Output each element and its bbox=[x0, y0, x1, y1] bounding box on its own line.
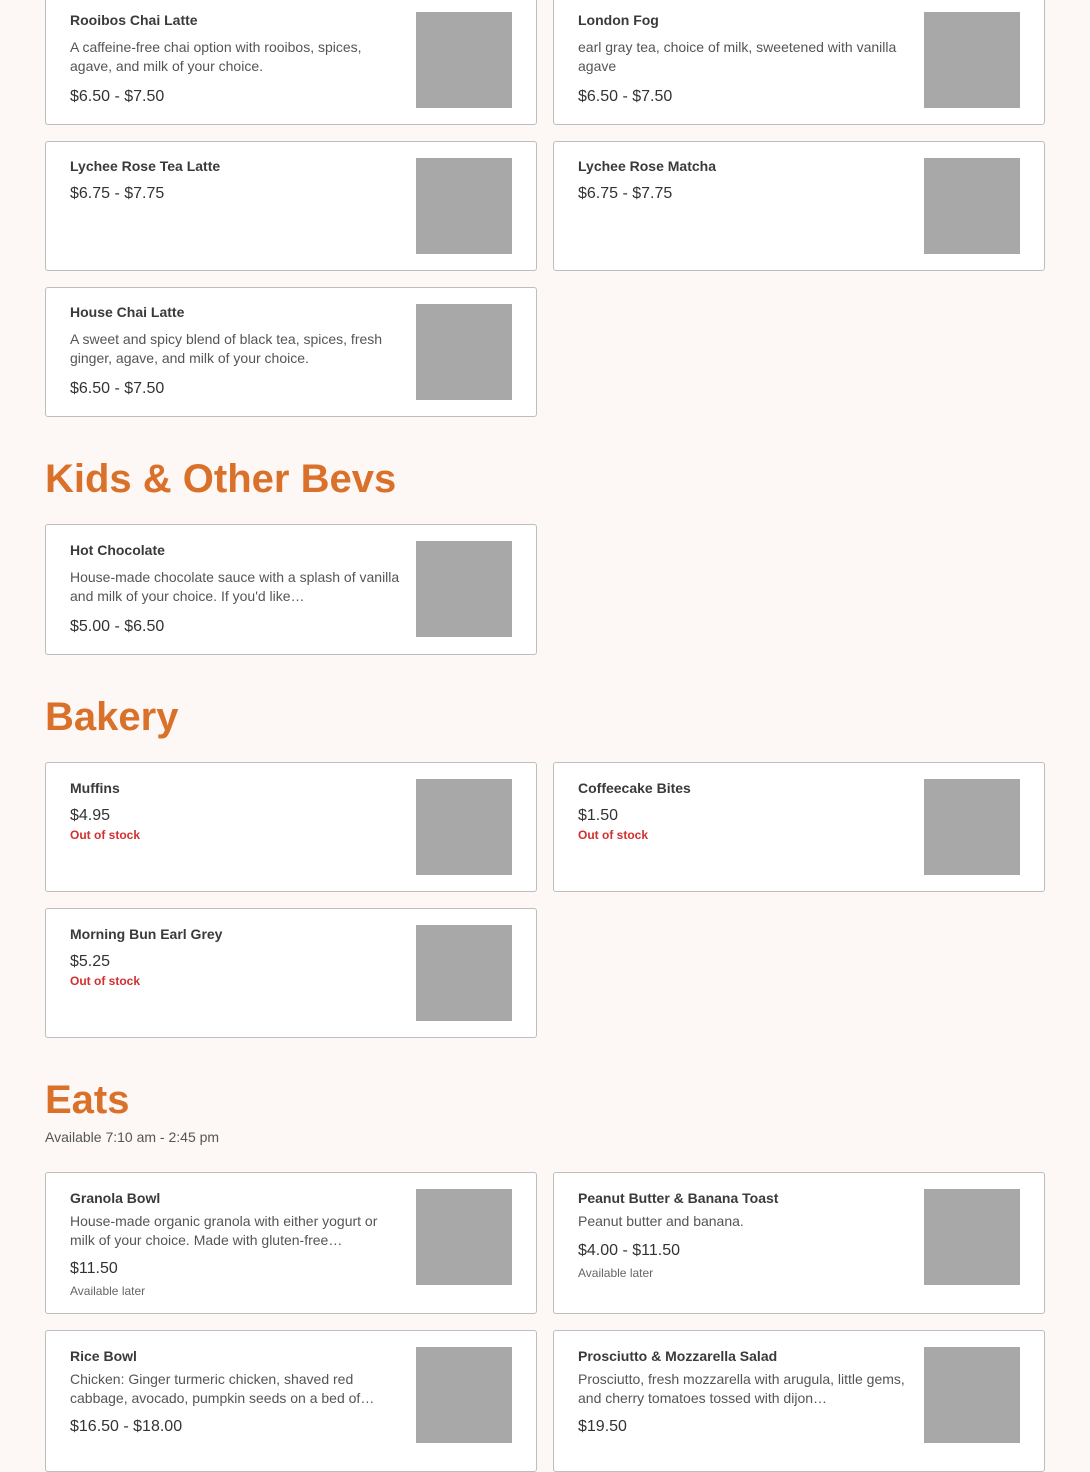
menu-item-info bbox=[70, 157, 400, 204]
menu-item-name: Granola Bowl bbox=[70, 1190, 161, 1206]
menu-item-card-coffeecake-bites[interactable] bbox=[553, 762, 1045, 892]
availability-status-label: Available later bbox=[70, 1284, 146, 1298]
menu-item-card-rice-bowl[interactable] bbox=[45, 1330, 537, 1472]
menu-item-description: House-made organic granola with either yogurt or milk of your choice. Made with gluten-free… bbox=[70, 1213, 378, 1248]
menu-item-price: $6.75 - $7.75 bbox=[70, 185, 165, 202]
menu-item-image bbox=[924, 1347, 1020, 1443]
menu-item-card-granola-bowl[interactable] bbox=[45, 1172, 537, 1314]
menu-item-info bbox=[578, 1347, 908, 1437]
menu-item-image bbox=[416, 158, 512, 254]
menu-item-price: $19.50 bbox=[578, 1418, 627, 1435]
menu-item-price: $1.50 bbox=[578, 807, 619, 824]
menu-item-info bbox=[70, 541, 400, 637]
menu-item-info bbox=[578, 157, 908, 204]
menu-item-name: Muffins bbox=[70, 780, 120, 796]
menu-item-image bbox=[924, 12, 1020, 108]
menu-item-image bbox=[416, 925, 512, 1021]
menu-item-image bbox=[416, 304, 512, 400]
availability-status-label: Available later bbox=[578, 1265, 654, 1280]
out-of-stock-label: Out of stock bbox=[578, 828, 649, 842]
menu-item-description: Chicken: Ginger turmeric chicken, shaved red cabbage, avocado, pumpkin seeds on a bed of… bbox=[70, 1371, 375, 1406]
menu-item-image bbox=[416, 541, 512, 637]
menu-item-card-lychee-rose-matcha[interactable] bbox=[553, 141, 1045, 271]
menu-item-card-london-fog[interactable] bbox=[553, 0, 1045, 125]
menu-item-price: $5.25 bbox=[70, 953, 111, 970]
section-title-kids-other-bevs: Kids & Other Bevs bbox=[45, 457, 397, 501]
menu-item-price: $6.75 - $7.75 bbox=[578, 185, 673, 202]
menu-item-info bbox=[70, 1189, 400, 1298]
menu-item-name: Coffeecake Bites bbox=[578, 780, 691, 796]
section-title-eats: Eats bbox=[45, 1078, 130, 1122]
menu-item-info bbox=[70, 303, 400, 399]
menu-item-image bbox=[416, 1347, 512, 1443]
menu-item-info bbox=[578, 779, 908, 842]
menu-item-name: Peanut Butter & Banana Toast bbox=[578, 1190, 779, 1206]
menu-item-description: A sweet and spicy blend of black tea, spices, fresh ginger, agave, and milk of your choice. bbox=[70, 331, 383, 366]
menu-item-price: $4.00 - $11.50 bbox=[578, 1241, 681, 1259]
menu-item-name: House Chai Latte bbox=[70, 304, 185, 320]
menu-item-image bbox=[416, 12, 512, 108]
menu-item-info bbox=[70, 1347, 400, 1437]
menu-item-name: Rice Bowl bbox=[70, 1348, 137, 1364]
menu-item-image bbox=[924, 158, 1020, 254]
menu-item-card-hot-chocolate[interactable] bbox=[45, 524, 537, 655]
menu-item-description: Prosciutto, fresh mozzarella with arugula, little gems, and cherry tomatoes tossed with dijon… bbox=[578, 1371, 905, 1406]
menu-item-price: $16.50 - $18.00 bbox=[70, 1418, 183, 1435]
menu-item-description: Peanut butter and banana. bbox=[578, 1213, 744, 1229]
menu-item-description: earl gray tea, choice of milk, sweetened with vanilla agave bbox=[578, 39, 897, 74]
menu-item-info bbox=[70, 11, 400, 107]
menu-item-price: $11.50 bbox=[70, 1260, 118, 1277]
menu-item-image bbox=[924, 1189, 1020, 1285]
eats-availability-hours: Available 7:10 am - 2:45 pm bbox=[45, 1129, 220, 1145]
menu-item-image bbox=[416, 1189, 512, 1285]
menu-item-description: A caffeine-free chai option with rooibos, spices, agave, and milk of your choice. bbox=[70, 39, 362, 74]
menu-item-image bbox=[924, 779, 1020, 875]
menu-item-name: Lychee Rose Matcha bbox=[578, 158, 716, 174]
menu-item-name: Rooibos Chai Latte bbox=[70, 12, 198, 28]
menu-item-card-house-chai-latte[interactable] bbox=[45, 287, 537, 417]
menu-item-card-muffins[interactable] bbox=[45, 762, 537, 892]
menu-item-description: House-made chocolate sauce with a splash of vanilla and milk of your choice. If you'd like… bbox=[70, 569, 400, 604]
menu-item-card-prosciutto-mozzarella-salad[interactable] bbox=[553, 1330, 1045, 1472]
menu-item-name: Lychee Rose Tea Latte bbox=[70, 158, 221, 174]
menu-item-card-rooibos-chai-latte[interactable] bbox=[45, 0, 537, 125]
menu-item-name: Hot Chocolate bbox=[70, 542, 165, 558]
menu-item-price: $6.50 - $7.50 bbox=[70, 380, 165, 397]
menu-item-name: Morning Bun Earl Grey bbox=[70, 926, 223, 942]
menu-item-price: $4.95 bbox=[70, 807, 111, 824]
menu-item-image bbox=[416, 779, 512, 875]
menu-item-card-lychee-rose-tea-latte[interactable] bbox=[45, 141, 537, 271]
menu-item-price: $5.00 - $6.50 bbox=[70, 618, 165, 635]
menu-item-name: London Fog bbox=[578, 12, 659, 28]
menu-item-info bbox=[70, 779, 400, 842]
out-of-stock-label: Out of stock bbox=[70, 828, 141, 842]
out-of-stock-label: Out of stock bbox=[70, 974, 141, 988]
menu-item-card-peanut-butter-banana-toast[interactable] bbox=[553, 1172, 1045, 1314]
menu-item-price: $6.50 - $7.50 bbox=[578, 88, 673, 105]
menu-item-info bbox=[578, 1189, 908, 1280]
menu-item-price: $6.50 - $7.50 bbox=[70, 88, 165, 105]
menu-item-info bbox=[70, 925, 400, 988]
menu-item-card-morning-bun-earl-grey[interactable] bbox=[45, 908, 537, 1038]
menu-item-info bbox=[578, 11, 908, 107]
section-title-bakery: Bakery bbox=[45, 695, 179, 739]
menu-item-name: Prosciutto & Mozzarella Salad bbox=[578, 1348, 778, 1364]
